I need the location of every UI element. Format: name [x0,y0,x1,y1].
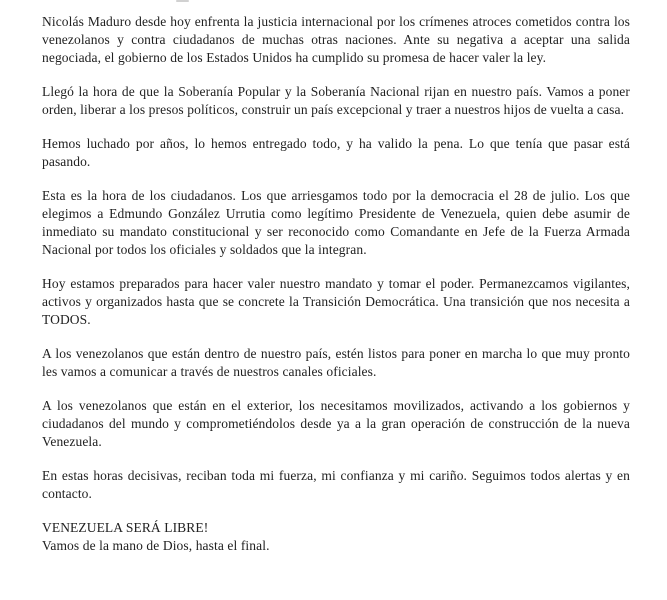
scan-artifact [176,0,189,2]
paragraph-8: En estas horas decisivas, reciban toda mi fuerza, mi confianza y mi cariño. Seguimos todos alertas y en contacto. [42,468,630,501]
paragraph-2: Llegó la hora de que la Soberanía Popular y la Soberanía Nacional rijan en nuestro país. Vamos a poner orden, liberar a los presos políticos, construir un país excepcional y traer a nuestros hijos de vuelta a casa. [42,84,630,117]
closing-farewell: Vamos de la mano de Dios, hasta el final. [42,538,270,553]
paragraph-1: Nicolás Maduro desde hoy enfrenta la justicia internacional por los crímenes atroces cometidos contra los venezolanos y contra ciudadanos de muchas otras naciones. Ante su negativa a aceptar una salida negociada, el gobierno de los Estados Unidos ha cumplido su promesa de hacer valer la ley. [42,14,630,65]
paragraph-5: Hoy estamos preparados para hacer valer nuestro mandato y tomar el poder. Permanezcamos vigilantes, activos y organizados hasta que se concrete la Transición Democrática. Una transición que nos necesita a TODOS. [42,276,630,327]
closing-block [42,519,630,555]
paragraph-6: A los venezolanos que están dentro de nuestro país, estén listos para poner en marcha lo que muy pronto les vamos a comunicar a través de nuestros canales oficiales. [42,346,630,379]
paragraph-3: Hemos luchado por años, lo hemos entregado todo, y ha valido la pena. Lo que tenía que pasar está pasando. [42,136,630,169]
closing-slogan: VENEZUELA SERÁ LIBRE! [42,520,209,535]
paragraph-4: Esta es la hora de los ciudadanos. Los que arriesgamos todo por la democracia el 28 de julio. Los que elegimos a Edmundo González Urrutia como legítimo Presidente de Venezuela, quien debe asumir de inmediato su mandato constitucional y ser reconocido como Comandante en Jefe de la Fuerza Armada Nacional por todos los oficiales y soldados que la integran. [42,188,630,257]
paragraph-7: A los venezolanos que están en el exterior, los necesitamos movilizados, activando a los gobiernos y ciudadanos del mundo y comprometiéndolos desde ya a la gran operación de construcción de la nueva Venezuela. [42,398,630,449]
